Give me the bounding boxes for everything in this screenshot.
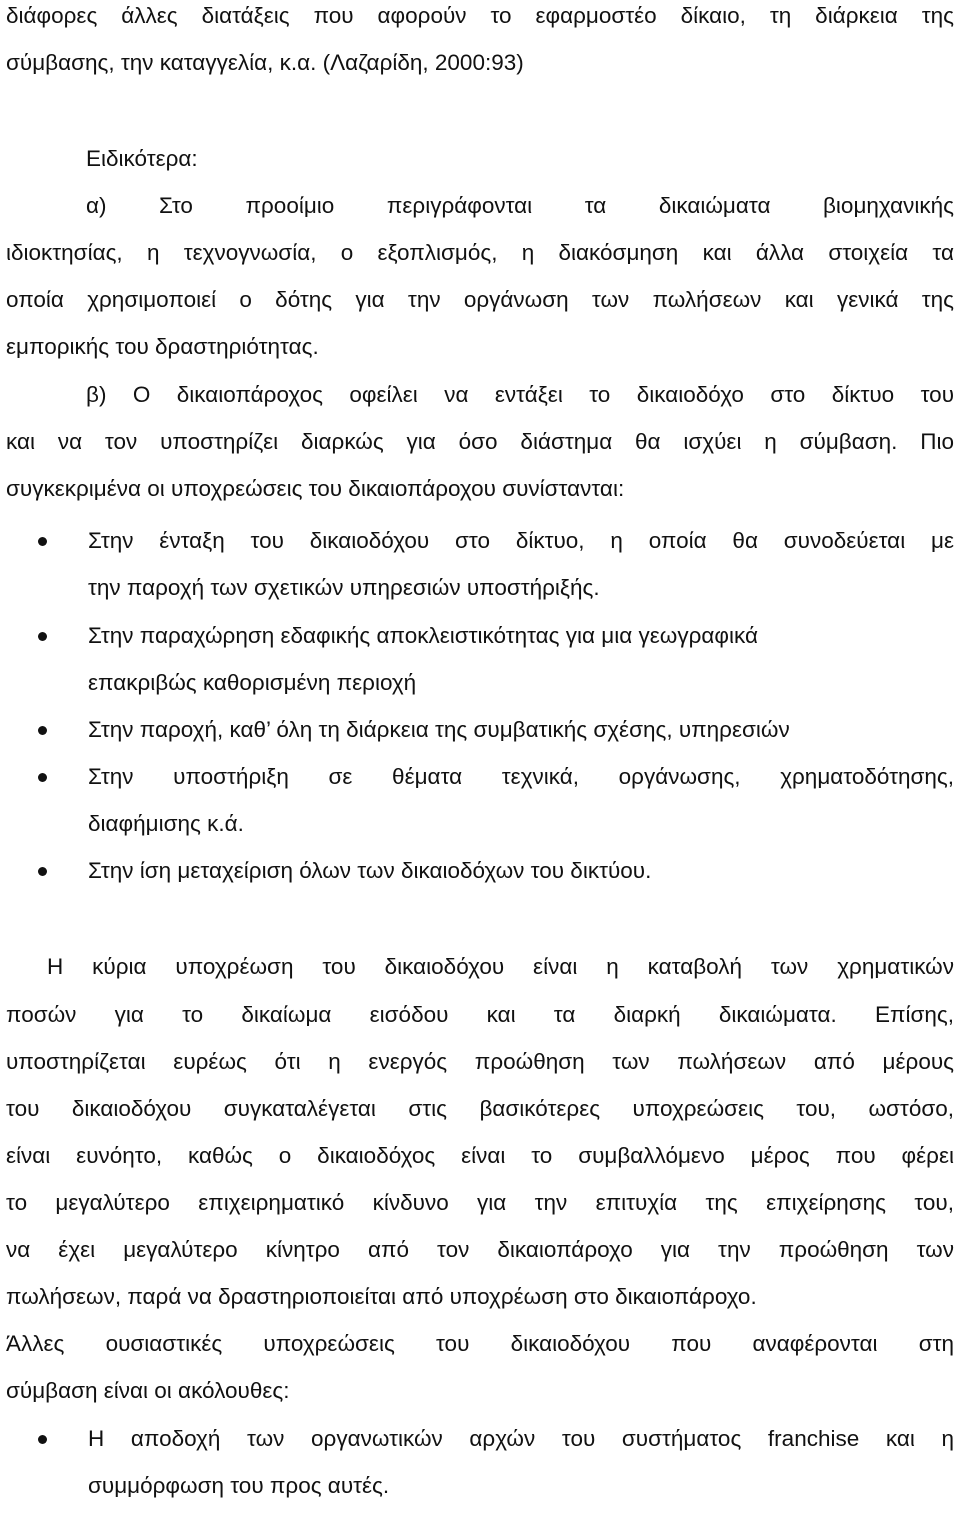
text-line: ιδιοκτησίας, η τεχνογνωσία, ο εξοπλισμός, η διακόσμηση και άλλα στοιχεία τα bbox=[6, 240, 954, 265]
text-line: εμπορικής του δραστηριότητας. bbox=[6, 334, 319, 359]
bullet-dot-icon bbox=[38, 1435, 47, 1444]
text-line: ποσών για το δικαίωμα εισόδου και τα διαρκή δικαιώματα. Επίσης, bbox=[6, 1002, 954, 1027]
list-item: Στην παροχή, καθ’ όλη τη διάρκεια της συμβατικής σχέσης, υπηρεσιών bbox=[88, 717, 790, 742]
list-item: Η αποδοχή των οργανωτικών αρχών του συστήματος franchise και η bbox=[88, 1426, 954, 1451]
text-line: υποστηρίζεται ευρέως ότι η ενεργός προώθηση των πωλήσεων από μέρους bbox=[6, 1049, 954, 1074]
text-line: είναι ευνόητο, καθώς ο δικαιοδόχος είναι το συμβαλλόμενο μέρος που φέρει bbox=[6, 1143, 954, 1168]
text-line: α) Στο προοίμιο περιγράφονται τα δικαιώματα βιομηχανικής bbox=[86, 193, 954, 218]
text-line: διάφορες άλλες διατάξεις που αφορούν το εφαρμοστέο δίκαιο, τη διάρκεια της bbox=[6, 3, 954, 28]
section-heading: Ειδικότερα: bbox=[86, 146, 198, 171]
bullet-dot-icon bbox=[38, 773, 47, 782]
text-line: β) Ο δικαιοπάροχος οφείλει να εντάξει το δικαιοδόχο στο δίκτυο του bbox=[86, 382, 954, 407]
bullet-dot-icon bbox=[38, 726, 47, 735]
text-line: συγκεκριμένα οι υποχρεώσεις του δικαιοπάροχου συνίστανται: bbox=[6, 476, 625, 501]
list-item: Στην ίση μεταχείριση όλων των δικαιοδόχων του δικτύου. bbox=[88, 858, 652, 883]
text-line: οποία χρησιμοποιεί ο δότης για την οργάνωση των πωλήσεων και γενικά της bbox=[6, 287, 954, 312]
text-line: πωλήσεων, παρά να δραστηριοποιείται από υποχρέωση στο δικαιοπάροχο. bbox=[6, 1284, 757, 1309]
bullet-dot-icon bbox=[38, 537, 47, 546]
text-line: να έχει μεγαλύτερο κίνητρο από τον δικαιοπάροχο για την προώθηση των bbox=[6, 1237, 954, 1262]
bullet-dot-icon bbox=[38, 867, 47, 876]
text-line: Άλλες ουσιαστικές υποχρεώσεις του δικαιοδόχου που αναφέρονται στη bbox=[6, 1331, 954, 1356]
text-line: το μεγαλύτερο επιχειρηματικό κίνδυνο για την επιτυχία της επιχείρησης του, bbox=[6, 1190, 954, 1215]
text-line: του δικαιοδόχου συγκαταλέγεται στις βασικότερες υποχρεώσεις του, ωστόσο, bbox=[6, 1096, 954, 1121]
text-line: Η κύρια υποχρέωση του δικαιοδόχου είναι η καταβολή των χρηματικών bbox=[47, 954, 954, 979]
list-item: Στην ένταξη του δικαιοδόχου στο δίκτυο, η οποία θα συνοδεύεται με bbox=[88, 528, 954, 553]
list-item: Στην παραχώρηση εδαφικής αποκλειστικότητας για μια γεωγραφικά bbox=[88, 623, 758, 648]
list-item: συμμόρφωση του προς αυτές. bbox=[88, 1473, 390, 1498]
list-item: Στην υποστήριξη σε θέματα τεχνικά, οργάνωσης, χρηματοδότησης, bbox=[88, 764, 954, 789]
list-item: επακριβώς καθορισμένη περιοχή bbox=[88, 670, 417, 695]
bullet-dot-icon bbox=[38, 632, 47, 641]
text-line: σύμβαση είναι οι ακόλουθες: bbox=[6, 1378, 290, 1403]
text-line: και να τον υποστηρίζει διαρκώς για όσο διάστημα θα ισχύει η σύμβαση. Πιο bbox=[6, 429, 954, 454]
list-item: διαφήμισης κ.ά. bbox=[88, 811, 244, 836]
text-line: σύμβασης, την καταγγελία, κ.α. (Λαζαρίδη, 2000:93) bbox=[6, 50, 524, 75]
list-item: την παροχή των σχετικών υπηρεσιών υποστήριξής. bbox=[88, 575, 600, 600]
